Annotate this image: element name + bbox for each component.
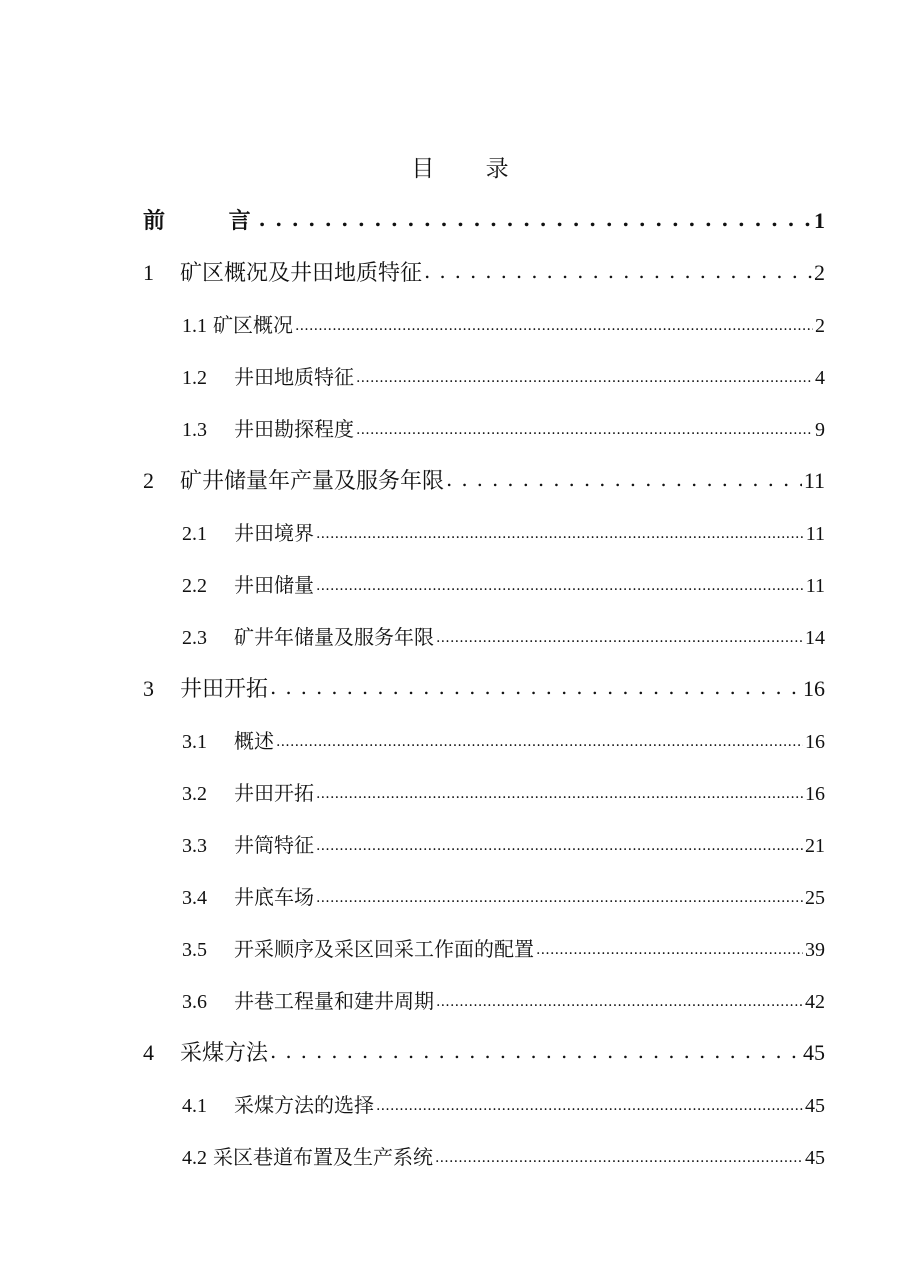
toc-entry-page: 21 [805, 835, 825, 857]
toc-entry-page: 16 [803, 676, 825, 701]
toc-leader [536, 927, 803, 970]
toc-leader [276, 719, 803, 762]
toc-entry-number: 2.3 [182, 627, 207, 649]
toc-leader [316, 875, 803, 918]
toc-leader [270, 667, 801, 708]
toc-leader [376, 1083, 803, 1126]
toc-entry-number: 2 [143, 468, 154, 493]
toc-entry-chapter-3[interactable] [143, 669, 825, 709]
toc-entry-page: 16 [805, 731, 825, 753]
toc-entry-section-1-1[interactable] [182, 305, 825, 345]
toc-leader [316, 511, 804, 554]
toc-entry-page: 11 [805, 575, 825, 597]
toc-entry-page: 16 [805, 783, 825, 805]
toc-leader [436, 979, 803, 1022]
toc-entry-section-2-3[interactable] [182, 617, 825, 657]
toc-entry-page: 4 [815, 367, 825, 389]
toc-entry-title: 前 言 [143, 208, 279, 234]
toc-entry-title: 井田勘探程度 [234, 417, 354, 441]
toc-entry-title: 井筒特征 [234, 833, 314, 857]
toc-entry-page: 14 [805, 627, 825, 649]
toc-leader [316, 563, 804, 606]
toc-entry-title: 井田境界 [234, 521, 314, 545]
toc-leader [356, 407, 813, 450]
toc-entry-number: 4.1 [182, 1095, 207, 1117]
toc-entry-number: 3.3 [182, 835, 207, 857]
toc-entry-title: 采区巷道布置及生产系统 [213, 1145, 433, 1169]
toc-entry-section-1-3[interactable] [182, 409, 825, 449]
toc-entry-number: 3.5 [182, 939, 207, 961]
toc-entry-number: 3.4 [182, 887, 207, 909]
toc-entry-number: 2.2 [182, 575, 207, 597]
toc-entry-section-3-6[interactable] [182, 981, 825, 1021]
toc-entry-number: 4 [143, 1040, 154, 1065]
toc-entry-page: 11 [805, 523, 825, 545]
toc-entry-section-2-2[interactable] [182, 565, 825, 605]
toc-entry-number: 1.3 [182, 419, 207, 441]
page-title: 目 录 [411, 156, 531, 182]
toc-entry-chapter-1[interactable] [143, 253, 825, 293]
toc-entry-section-3-1[interactable] [182, 721, 825, 761]
toc-entry-page: 45 [805, 1147, 825, 1169]
toc-leader [316, 823, 803, 866]
toc-entry-page: 2 [814, 260, 825, 285]
toc-leader [446, 459, 802, 500]
toc-entry-number: 3.6 [182, 991, 207, 1013]
toc-entry-chapter-4[interactable] [143, 1033, 825, 1073]
toc-leader [436, 615, 803, 658]
toc-entry-section-4-2[interactable] [182, 1137, 825, 1177]
toc-entry-page: 45 [803, 1040, 825, 1065]
toc-entry-section-1-2[interactable] [182, 357, 825, 397]
toc-entry-number: 4.2 [182, 1147, 207, 1169]
toc-entry-title: 开采顺序及采区回采工作面的配置 [234, 937, 534, 961]
toc-entry-number: 3.2 [182, 783, 207, 805]
toc-entry-number: 1.2 [182, 367, 207, 389]
toc-leader [316, 771, 803, 814]
toc-entry-number: 1 [143, 260, 154, 285]
toc-entry-title: 采煤方法 [180, 1041, 269, 1066]
toc-leader [295, 303, 813, 346]
toc-entry-number: 3.1 [182, 731, 207, 753]
toc-entry-title: 井巷工程量和建井周期 [234, 989, 434, 1013]
toc-entry-number: 3 [143, 676, 154, 701]
toc-entry-section-3-2[interactable] [182, 773, 825, 813]
toc-entry-title: 矿井储量年产量及服务年限 [180, 469, 445, 494]
toc-leader [270, 1031, 801, 1072]
toc-entry-page: 39 [805, 939, 825, 961]
toc-entry-section-3-4[interactable] [182, 877, 825, 917]
toc-entry-page: 42 [805, 991, 825, 1013]
toc-entry-page: 45 [805, 1095, 825, 1117]
toc-entry-title: 井田开拓 [234, 781, 314, 805]
toc-entry-section-3-3[interactable] [182, 825, 825, 865]
toc-entry-title: 矿区概况 [213, 313, 293, 337]
toc-entry-number: 2.1 [182, 523, 207, 545]
toc-entry-page: 2 [815, 315, 825, 337]
toc-entry-title: 井田地质特征 [234, 365, 354, 389]
toc-entry-section-2-1[interactable] [182, 513, 825, 553]
toc-entry-number: 1.1 [182, 315, 207, 337]
toc-entry-section-4-1[interactable] [182, 1085, 825, 1125]
toc-entry-title: 概述 [234, 729, 274, 753]
toc-leader [259, 199, 812, 239]
toc-entry-title: 井田开拓 [180, 677, 269, 702]
toc-entry-title: 矿井年储量及服务年限 [234, 625, 434, 649]
toc-entry-section-3-5[interactable] [182, 929, 825, 969]
toc-entry-title: 采煤方法的选择 [234, 1093, 374, 1117]
toc-entry-preface[interactable] [143, 201, 825, 241]
toc-entry-page: 1 [814, 208, 825, 233]
toc-leader [424, 251, 812, 292]
toc-entry-page: 9 [815, 419, 825, 441]
toc-entry-title: 井田储量 [234, 573, 314, 597]
toc-leader [356, 355, 813, 398]
toc-entry-page: 25 [805, 887, 825, 909]
toc-entry-title: 井底车场 [234, 885, 314, 909]
toc-leader [435, 1135, 803, 1178]
toc-entry-chapter-2[interactable] [143, 461, 825, 501]
toc-entry-title: 矿区概况及井田地质特征 [180, 261, 423, 286]
toc-entry-page: 11 [803, 468, 825, 493]
